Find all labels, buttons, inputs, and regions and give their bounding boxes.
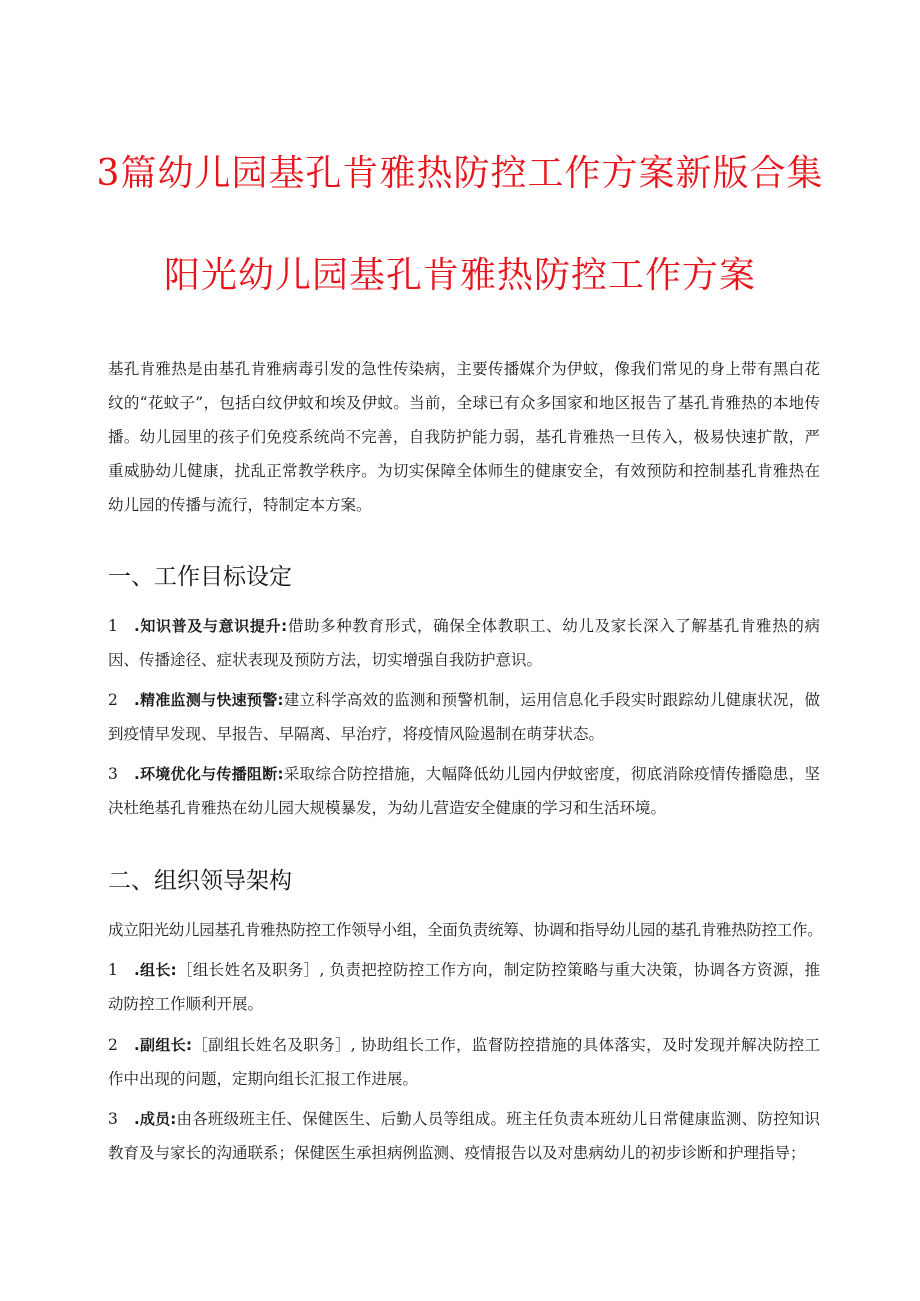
item-label: .精准监测与快速预警: — [134, 691, 284, 709]
item-number: 3 — [108, 1110, 118, 1128]
item-number: 3 — [108, 765, 118, 783]
list-item — [108, 953, 820, 1021]
item-label: .成员: — [134, 1110, 177, 1128]
item-label: .知识普及与意识提升: — [134, 617, 288, 635]
item-label: .环境优化与传播阻断: — [134, 765, 284, 783]
item-text: ［组长姓名及职务］, 负责把控防控工作方向，制定防控策略与重大决策，协调各方资源，推动防控工作顺利开展。 — [108, 961, 820, 1013]
section-lead-paragraph: 成立阳光幼儿园基孔肯雅热防控工作领导小组，全面负责统筹、协调和指导幼儿园的基孔肯雅热防控工作。 — [108, 921, 823, 939]
list-item — [108, 757, 820, 825]
item-number: 1 — [108, 961, 118, 979]
item-label: .副组长: — [134, 1036, 193, 1054]
section-heading-organization: 二、组织领导架构 — [108, 868, 292, 894]
item-number: 1 — [108, 617, 118, 635]
sub-title: 阳光幼儿园基孔肯雅热防控工作方案 — [163, 255, 756, 296]
list-item — [108, 609, 820, 677]
section-heading-goals: 一、工作目标设定 — [108, 564, 292, 590]
item-text: ［副组长姓名及职务］, 协助组长工作，监督防控措施的具体落实，及时发现并解决防控工作中出现的问题，定期向组长汇报工作进展。 — [108, 1036, 820, 1088]
intro-paragraph: 基孔肯雅热是由基孔肯雅病毒引发的急性传染病，主要传播媒介为伊蚊，像我们常见的身上带有黑白花纹的“花蚊子”，包括白纹伊蚊和埃及伊蚊。当前，全球已有众多国家和地区报告了基孔肯雅热的本地传播。幼儿园里的孩子们免疫系统尚不完善，自我防护能力弱，基孔肯雅热一旦传入，极易快速扩散，严重威胁幼儿健康，扰乱正常教学秩序。为切实保障全体师生的健康安全，有效预防和控制基孔肯雅热在幼儿园的传播与流行，特制定本方案。 — [108, 360, 820, 514]
main-title: 3篇幼儿园基孔肯雅热防控工作方案新版合集 — [96, 153, 824, 194]
item-text: 由各班级班主任、保健医生、后勤人员等组成。班主任负责本班幼儿日常健康监测、防控知识教育及与家长的沟通联系；保健医生承担病例监测、疫情报告以及对患病幼儿的初步诊断和护理指导； — [108, 1110, 820, 1162]
list-item — [108, 1028, 820, 1096]
item-label: .组长: — [134, 961, 177, 979]
item-text: 建立科学高效的监测和预警机制，运用信息化手段实时跟踪幼儿健康状况，做到疫情早发现、早报告、早隔离、早治疗，将疫情风险遏制在萌芽状态。 — [108, 691, 820, 743]
list-item — [108, 1102, 820, 1170]
item-text: 借助多种教育形式，确保全体教职工、幼儿及家长深入了解基孔肯雅热的病因、传播途径、症状表现及预防方法，切实增强自我防护意识。 — [108, 617, 820, 669]
item-number: 2 — [108, 691, 118, 709]
list-item — [108, 683, 820, 751]
item-text: 采取综合防控措施，大幅降低幼儿园内伊蚊密度，彻底消除疫情传播隐患，坚决杜绝基孔肯雅热在幼儿园大规模暴发，为幼儿营造安全健康的学习和生活环境。 — [108, 765, 820, 817]
item-number: 2 — [108, 1036, 118, 1054]
